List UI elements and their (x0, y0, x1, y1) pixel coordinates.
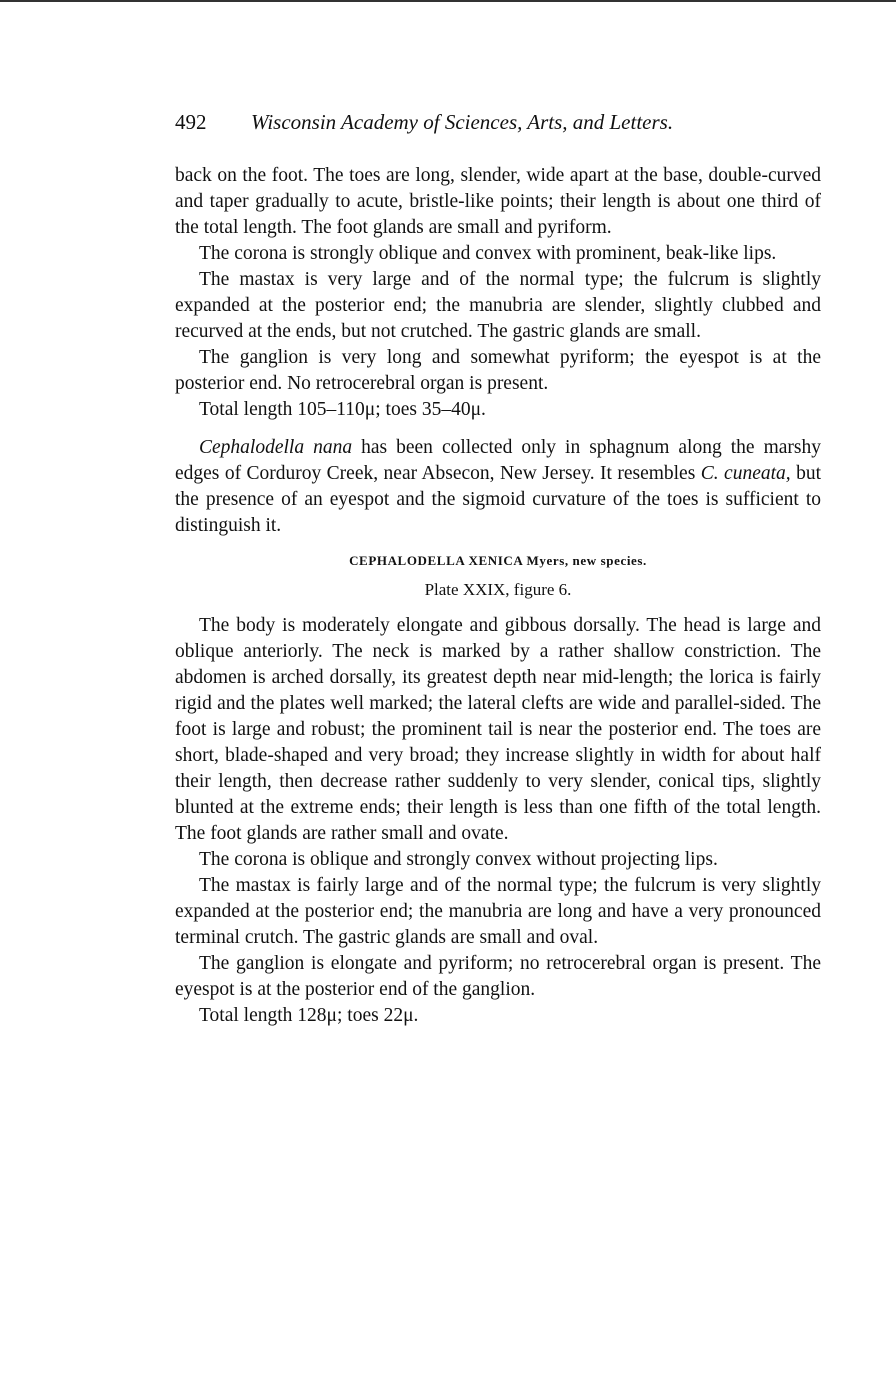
nana-remarks-text-a: has been collected only in sphagnum along the marshy edges of Corduroy Creek, near Absecon, New Jersey. It resembles (175, 437, 821, 484)
paragraph-xenica-ganglion: The ganglion is elongate and pyriform; no retrocerebral organ is present. The eyespot is at the posterior end of the ganglion. (175, 953, 821, 1000)
paragraph-foot-toes: back on the foot. The toes are long, slender, wide apart at the base, double-curved and taper gradually to acute, bristle-like points; their length is about one third of the total length. The foot glands are small and pyriform. (175, 165, 821, 238)
species-heading: CEPHALODELLA XENICA Myers, new species. (349, 553, 647, 568)
paragraph-corona: The corona is strongly oblique and convex with prominent, beak-like lips. (199, 243, 777, 264)
species-name-nana: Cephalodella nana (199, 437, 353, 458)
nana-remarks-text-b: but the presence of an eyespot and the sigmoid curvature of the toes is sufficient to distinguish it. (175, 463, 822, 536)
species-name-cuneata: C. cuneata, (700, 463, 791, 484)
top-edge-rule (0, 0, 896, 2)
plate-caption: Plate XXIX, figure 6. (424, 580, 572, 599)
paragraph-xenica-total-length: Total length 128μ; toes 22μ. (199, 1005, 419, 1026)
running-head (175, 108, 821, 136)
paragraph-xenica-body: The body is moderately elongate and gibbous dorsally. The head is large and oblique anteriorly. The neck is marked by a rather shallow constriction. The abdomen is arched dorsally, its greatest depth near mid-length; the lorica is fairly rigid and the plates well marked; the lateral clefts are wide and parallel-sided. The foot is large and robust; the prominent tail is near the posterior end. The toes are short, blade-shaped and very broad; they increase slightly in width for about half their length, then decrease rather suddenly to very slender, conical tips, slightly blunted at the extreme ends; their length is less than one fifth of the total length. The foot glands are rather small and ovate. (175, 615, 821, 844)
paragraph-total-length: Total length 105–110μ; toes 35–40μ. (199, 399, 486, 420)
paragraph-xenica-corona: The corona is oblique and strongly convex without projecting lips. (199, 849, 718, 870)
paragraph-mastax: The mastax is very large and of the normal type; the fulcrum is slightly expanded at the posterior end; the manubria are slender, slightly clubbed and recurved at the ends, but not crutched. The gastric glands are small. (175, 269, 821, 342)
paragraph-gap (175, 423, 821, 435)
body-text (175, 163, 821, 1029)
journal-title: Wisconsin Academy of Sciences, Arts, and Letters. (251, 110, 674, 134)
paragraph-xenica-mastax: The mastax is fairly large and of the normal type; the fulcrum is very slightly expanded at the posterior end; the manubria are long and have a very pronounced terminal crutch. The gastric glands are small and oval. (175, 875, 821, 948)
paragraph-ganglion: The ganglion is very long and somewhat pyriform; the eyespot is at the posterior end. No retrocerebral organ is present. (175, 347, 821, 394)
page-number: 492 (175, 110, 207, 134)
paragraph-nana-remarks (175, 435, 821, 539)
